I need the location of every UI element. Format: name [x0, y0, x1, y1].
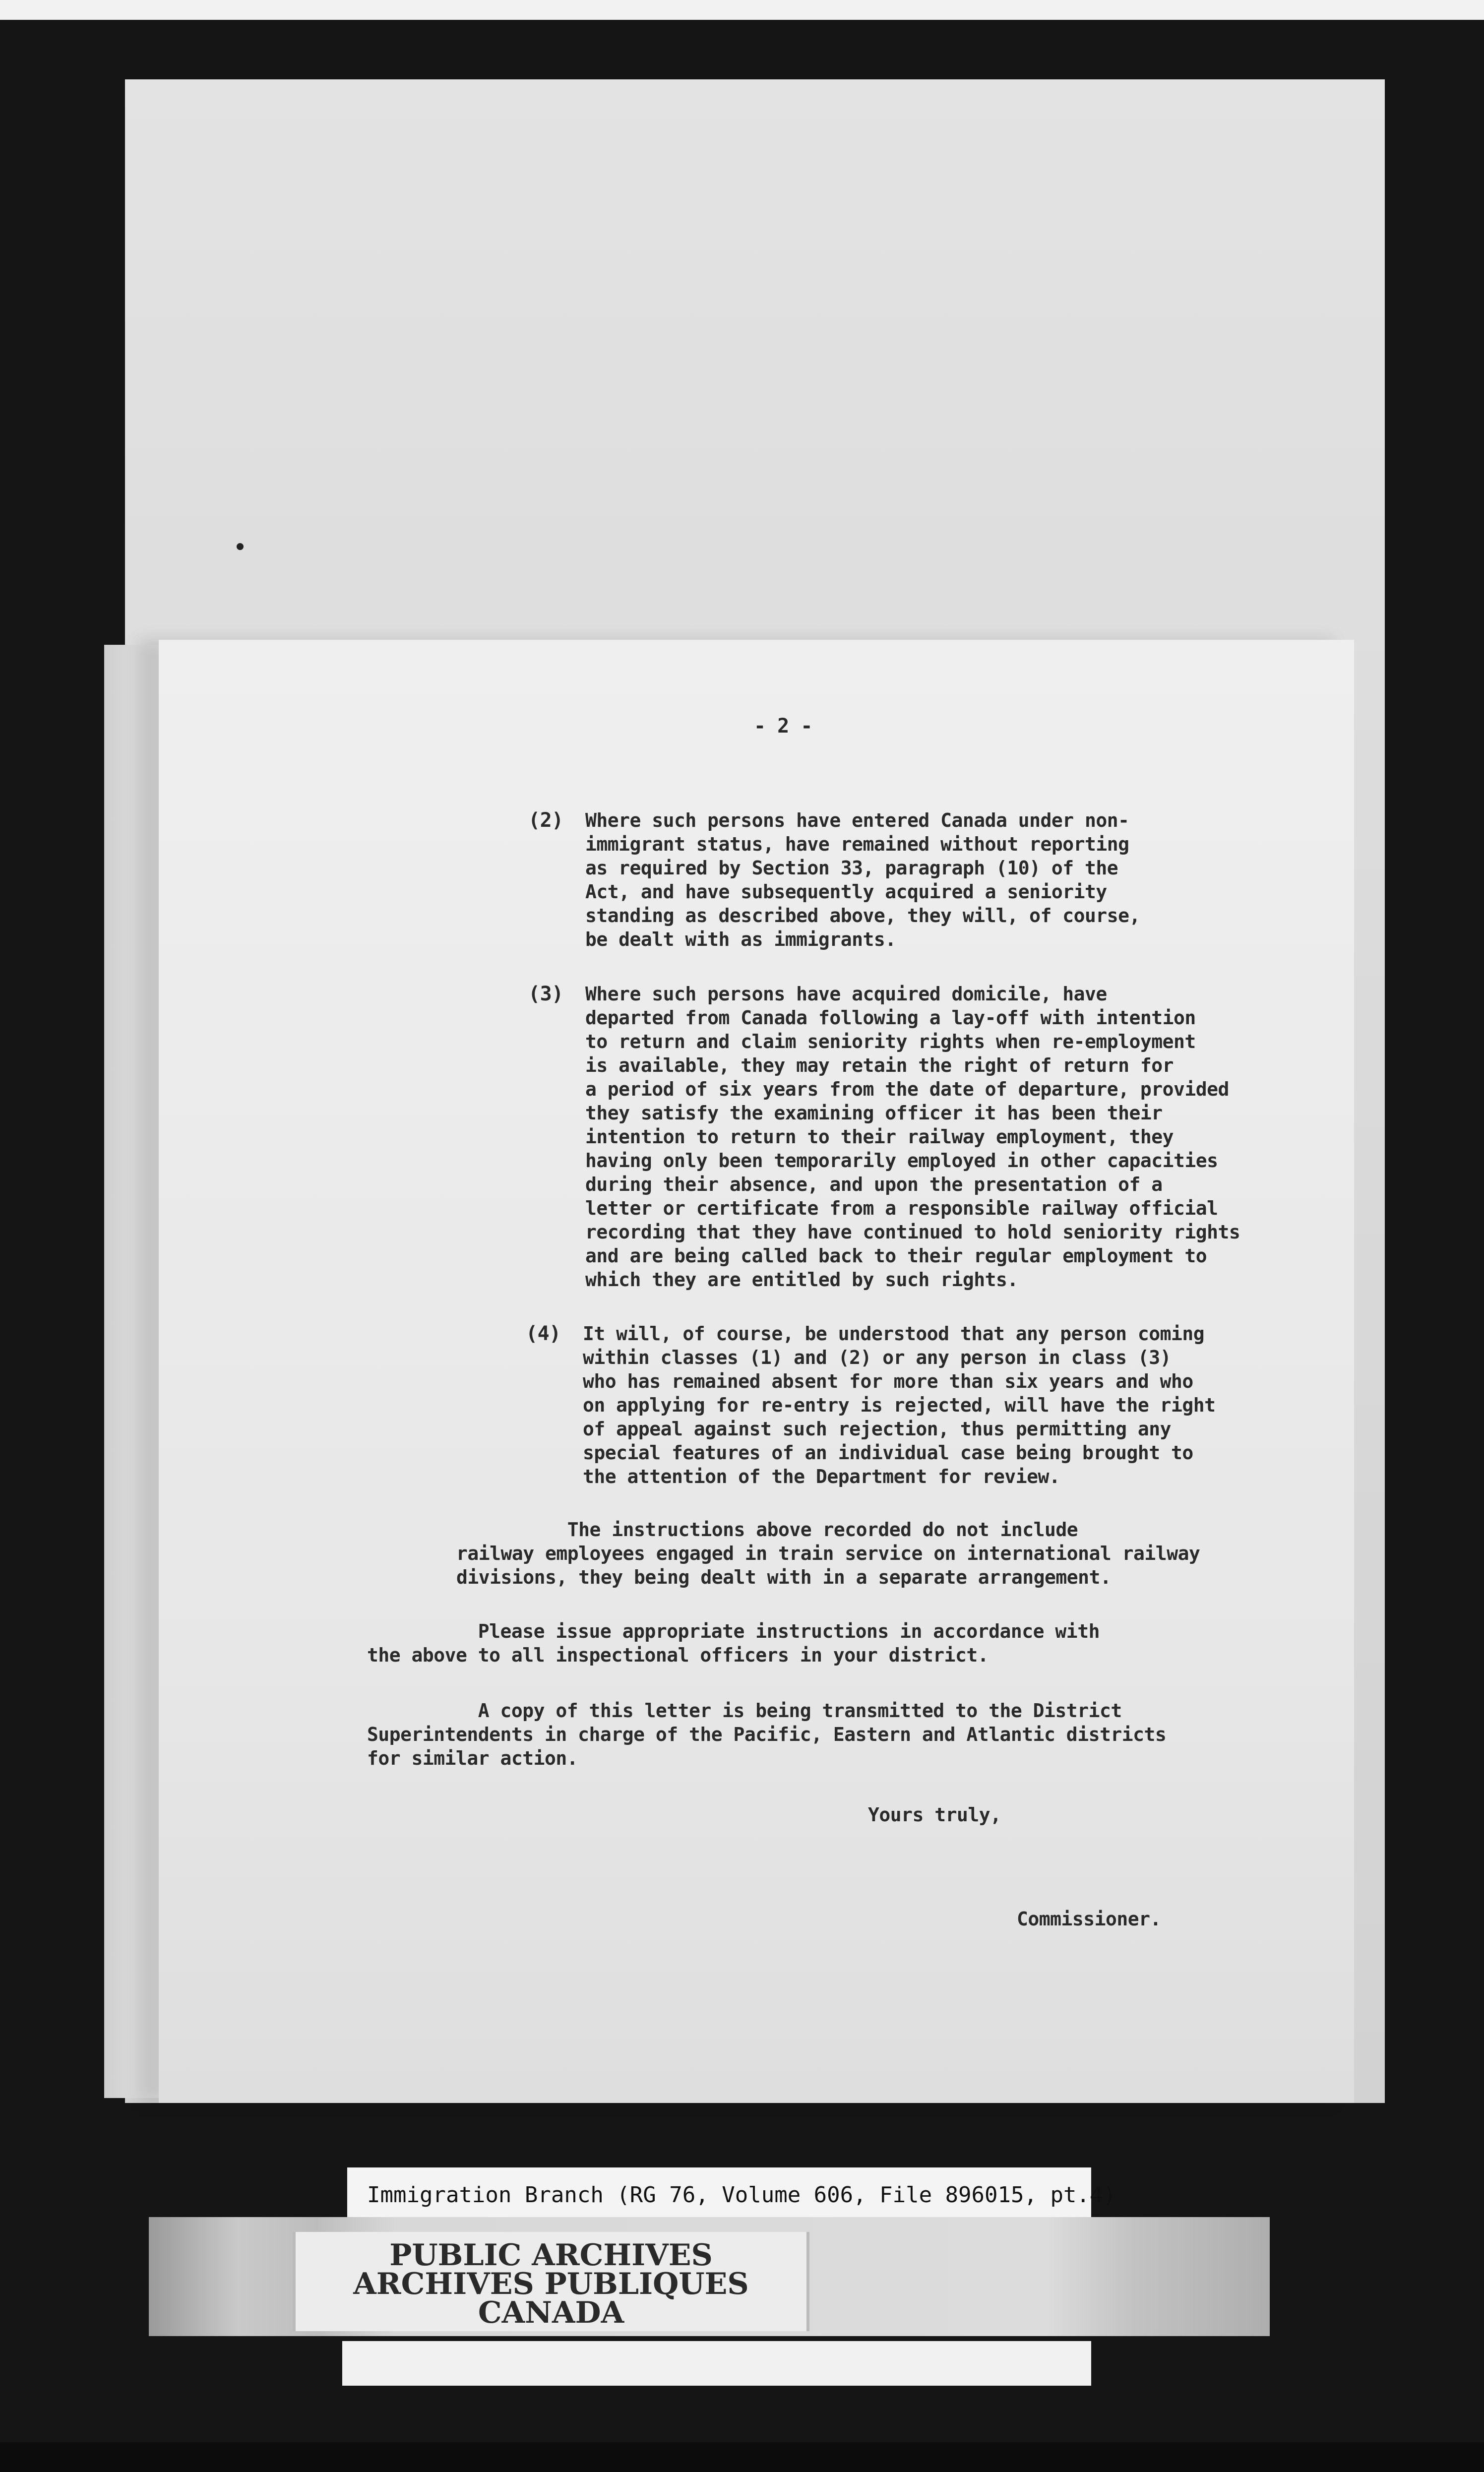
- film-frame-top: [0, 0, 1484, 20]
- body-line: Please issue appropriate instructions in accordance with: [367, 1620, 1100, 1642]
- paragraph-line: standing as described above, they will, of course,: [585, 905, 1140, 927]
- paragraph-line: immigrant status, have remained without reporting: [585, 833, 1129, 855]
- paragraph-line: be dealt with as immigrants.: [585, 928, 896, 950]
- document-page: [159, 640, 1354, 2103]
- stamp-line: PUBLIC ARCHIVES: [389, 2238, 713, 2273]
- paragraph-line: Act, and have subsequently acquired a seniority: [585, 881, 1107, 903]
- film-frame-bottom: [0, 2442, 1484, 2472]
- paragraph-number: (2): [528, 809, 563, 832]
- body-line: A copy of this letter is being transmitted to the District: [367, 1700, 1122, 1722]
- paragraph-line: departed from Canada following a lay-off with intention: [585, 1007, 1196, 1029]
- paragraph-line: recording that they have continued to hold seniority rights: [585, 1221, 1240, 1243]
- paragraph-number: (4): [526, 1322, 561, 1345]
- paragraph-line: It will, of course, be understood that any person coming: [583, 1323, 1205, 1345]
- paragraph-line: and are being called back to their regular employment to: [585, 1245, 1207, 1267]
- body-line: railway employees engaged in train service on international railway: [456, 1543, 1200, 1564]
- body-line: divisions, they being dealt with in a separate arrangement.: [456, 1566, 1112, 1588]
- punch-hole: [237, 543, 244, 550]
- paragraph-line: to return and claim seniority rights when re-employment: [585, 1031, 1196, 1052]
- archive-reference: Immigration Branch (RG 76, Volume 606, File 896015, pt.4): [367, 2182, 1116, 2208]
- sheet-edge: [104, 645, 159, 2098]
- stamp-line: ARCHIVES PUBLIQUES: [353, 2267, 749, 2301]
- paragraph-line: they satisfy the examining officer it has been their: [585, 1102, 1163, 1124]
- paragraph-line: of appeal against such rejection, thus permitting any: [583, 1418, 1172, 1440]
- body-line: The instructions above recorded do not include: [456, 1519, 1078, 1541]
- stamp-line: CANADA: [478, 2295, 624, 2330]
- paragraph-line: as required by Section 33, paragraph (10) of the: [585, 857, 1118, 879]
- paragraph-line: which they are entitled by such rights.: [585, 1269, 1018, 1291]
- paragraph-line: who has remained absent for more than six years and who: [583, 1370, 1193, 1392]
- paragraph-number: (3): [528, 983, 563, 1005]
- salutation: Yours truly,: [868, 1804, 1001, 1826]
- paragraph-line: intention to return to their railway employment, they: [585, 1126, 1174, 1148]
- body-line: for similar action.: [367, 1747, 578, 1769]
- body-line: Superintendents in charge of the Pacific, Eastern and Atlantic districts: [367, 1724, 1167, 1745]
- page-number: - 2 -: [754, 715, 812, 738]
- bottom-label-strip: [342, 2341, 1091, 2386]
- paragraph-line: on applying for re-entry is rejected, will have the right: [583, 1394, 1216, 1416]
- paragraph-line: having only been temporarily employed in other capacities: [585, 1150, 1218, 1172]
- body-line: the above to all inspectional officers in your district.: [367, 1644, 989, 1666]
- paragraph-line: is available, they may retain the right of return for: [585, 1054, 1174, 1076]
- paragraph-line: the attention of the Department for review.: [583, 1466, 1060, 1487]
- paragraph-line: within classes (1) and (2) or any person in class (3): [583, 1347, 1172, 1368]
- paragraph-line: Where such persons have acquired domicile, have: [585, 983, 1107, 1005]
- paragraph-line: Where such persons have entered Canada under non-: [585, 809, 1129, 831]
- paragraph-line: letter or certificate from a responsible railway official: [585, 1197, 1218, 1219]
- signature-title: Commissioner.: [1017, 1908, 1161, 1930]
- paragraph-line: special features of an individual case being brought to: [583, 1442, 1193, 1464]
- archive-reference-label: [347, 2167, 1116, 2222]
- archive-stamp: [293, 2232, 809, 2331]
- paragraph-line: during their absence, and upon the presentation of a: [585, 1174, 1163, 1195]
- paragraph-line: a period of six years from the date of departure, provided: [585, 1078, 1229, 1100]
